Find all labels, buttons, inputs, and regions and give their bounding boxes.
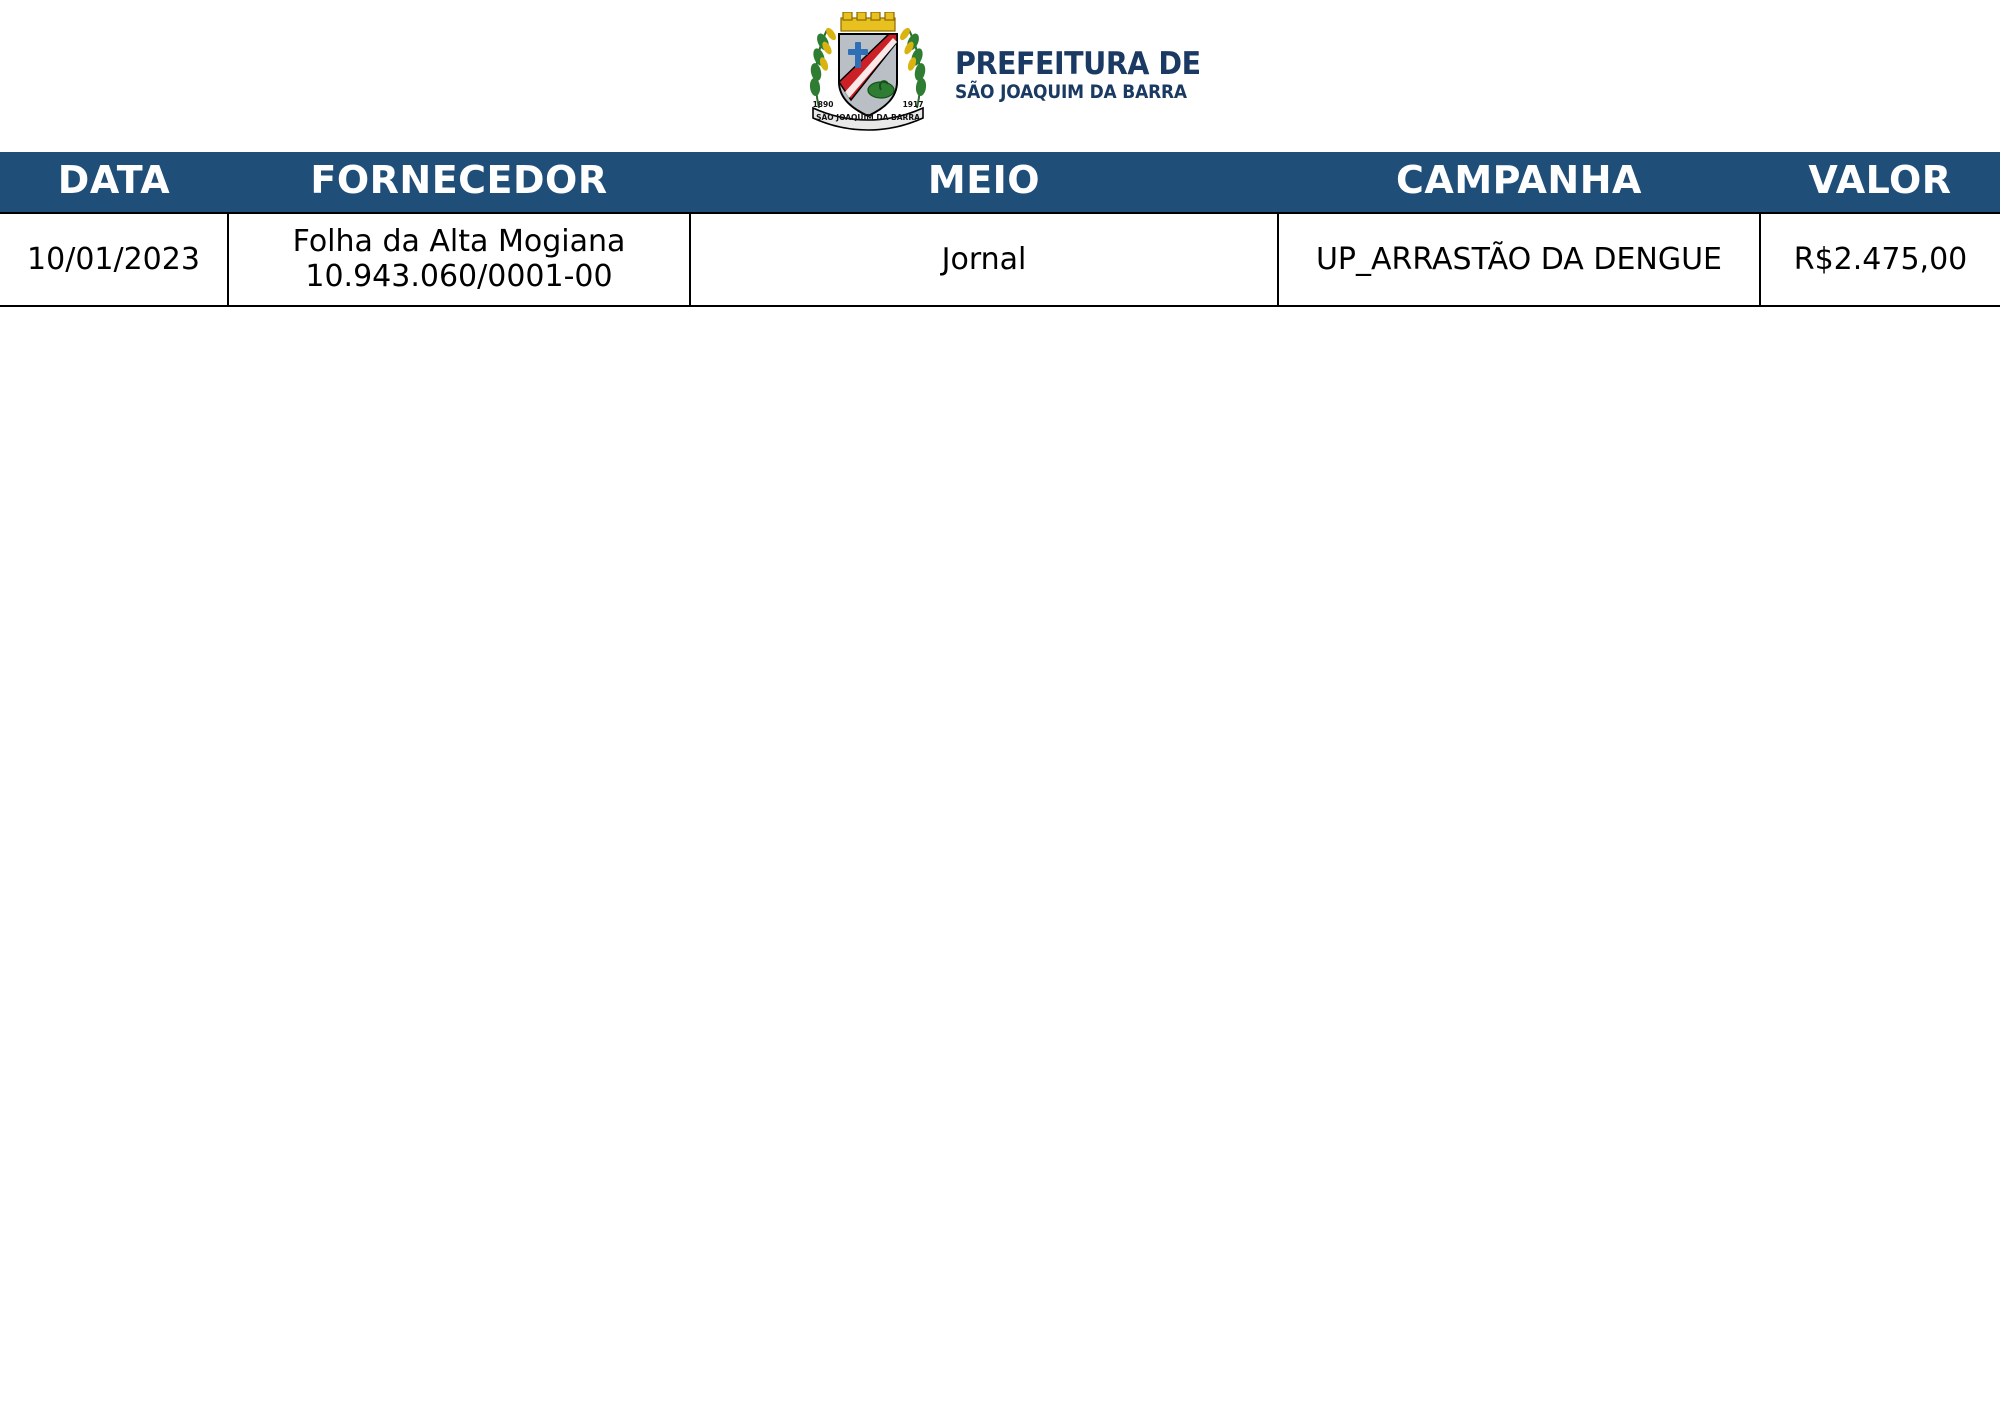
column-header-valor: VALOR [1760, 152, 2000, 213]
logo-wordmark [955, 46, 1222, 104]
svg-text:SÃO JOAQUIM DA BARRA: SÃO JOAQUIM DA BARRA [816, 113, 921, 122]
column-header-fornecedor: FORNECEDOR [228, 152, 690, 213]
document-header [0, 0, 2000, 152]
logo-line-2: SÃO JOAQUIM DA BARRA [955, 82, 1188, 104]
svg-text:1890: 1890 [813, 100, 834, 109]
table-row [0, 213, 2000, 306]
table-header-row [0, 152, 2000, 213]
column-header-meio: MEIO [690, 152, 1278, 213]
svg-text:1917: 1917 [903, 100, 924, 109]
media-spend-table [0, 152, 2000, 307]
page-body-empty-area [0, 307, 2000, 1387]
fornecedor-cnpj: 10.943.060/0001-00 [305, 259, 613, 295]
cell-campanha: UP_ARRASTÃO DA DENGUE [1278, 213, 1760, 306]
column-header-campanha: CAMPANHA [1278, 152, 1760, 213]
cell-fornecedor [228, 213, 690, 306]
coat-of-arms-icon [793, 12, 943, 140]
logo-line-1: PREFEITURA DE [955, 46, 1202, 83]
prefeitura-logo [793, 12, 1222, 140]
cell-valor: R$2.475,00 [1760, 213, 2000, 306]
cell-meio: Jornal [690, 213, 1278, 306]
fornecedor-nome: Folha da Alta Mogiana [292, 224, 626, 259]
cell-data: 10/01/2023 [0, 213, 228, 306]
column-header-data: DATA [0, 152, 228, 213]
